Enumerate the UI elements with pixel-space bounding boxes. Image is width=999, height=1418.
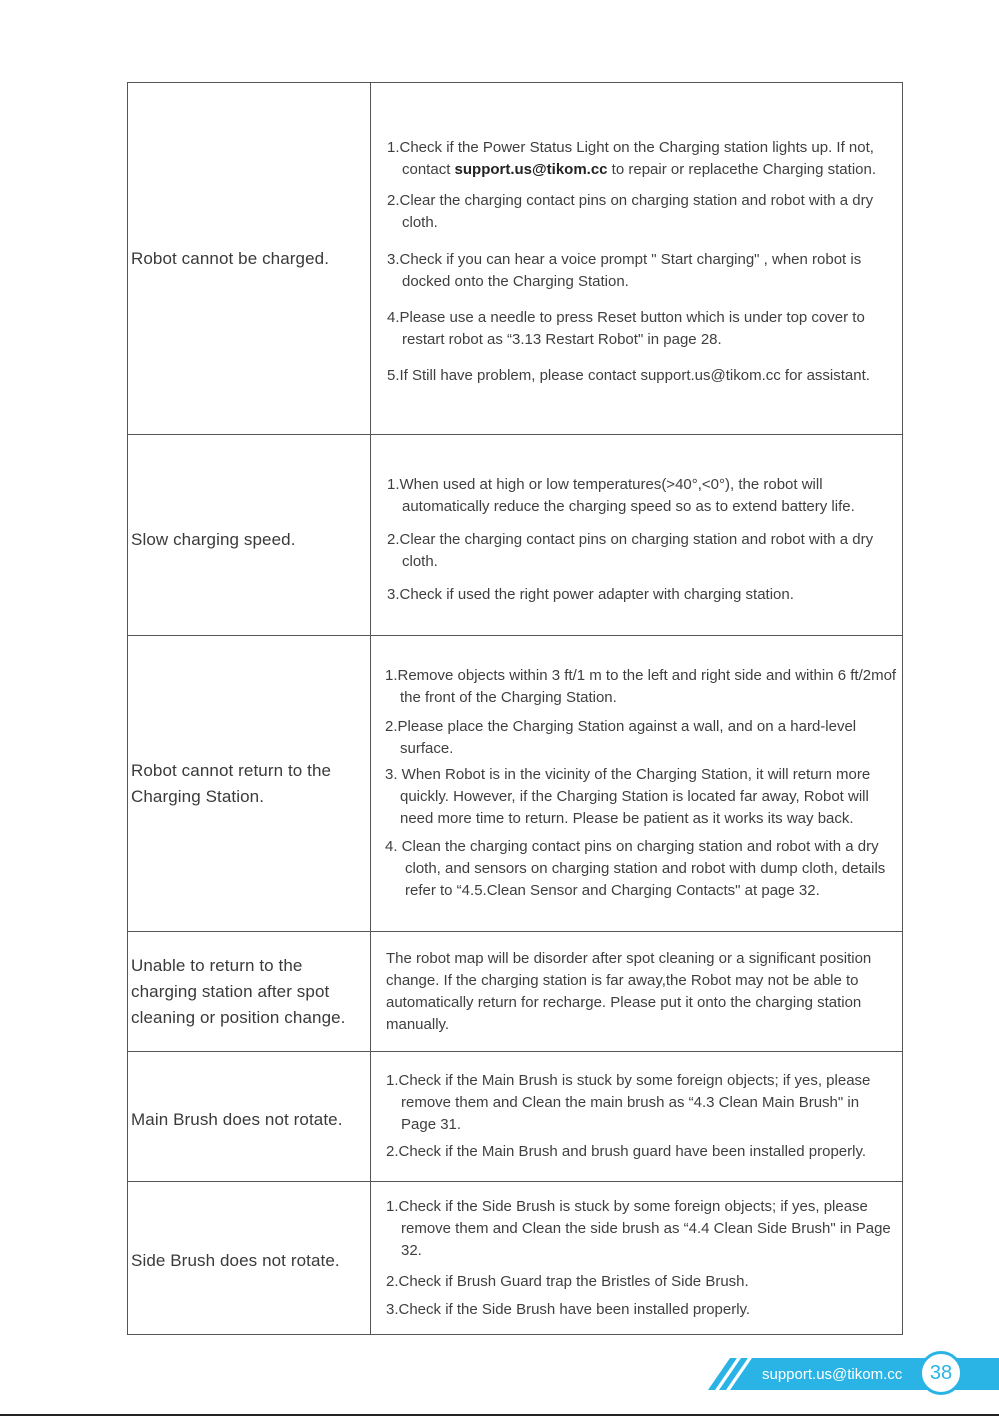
solution-step: 2.Please place the Charging Station against a wall, and on a hard-level surface. [385, 718, 857, 757]
page-number: 38 [919, 1351, 963, 1395]
solution-step: 3. When Robot is in the vicinity of the Charging Station, it will return more quickly. However, if the Charging Station is located far away, Robot will need more time to return. Please be patient as it works its way back. [385, 766, 871, 827]
solution-step: 2.Clear the charging contact pins on charging station and robot with a dry cloth. [387, 531, 874, 570]
problem-cell [128, 636, 371, 932]
solution-step: 3.Check if used the right power adapter with charging station. [387, 586, 794, 603]
problem-cell [128, 83, 371, 435]
problem-text: Side Brush does not rotate. [131, 1251, 340, 1270]
table-row [128, 636, 903, 932]
solution-cell [371, 636, 903, 932]
table-row [128, 932, 903, 1052]
solution-cell [371, 1182, 903, 1335]
solution-step: 3.Check if you can hear a voice prompt " Start charging" , when robot is docked onto the Charging Station. [387, 250, 862, 290]
solution-step: 2.Clear the charging contact pins on charging station and robot with a dry cloth. [387, 191, 874, 231]
solution-step: 5.If Still have problem, please contact support.us@tikom.cc for assistant. [387, 366, 870, 384]
step-text: 1.Check if the Power Status Light on the Charging station lights up. If not, contact [387, 138, 874, 178]
support-email-link[interactable]: support.us@tikom.cc [454, 160, 608, 178]
solution-cell [371, 83, 903, 435]
problem-cell [128, 1052, 371, 1182]
solution-step: 1.Remove objects within 3 ft/1 m to the left and right side and within 6 ft/2mof the front of the Charging Station. [385, 667, 897, 706]
table-row [128, 83, 903, 435]
problem-cell [128, 435, 371, 636]
problem-cell [128, 932, 371, 1052]
solution-cell [371, 932, 903, 1052]
bottom-divider [0, 1414, 999, 1416]
problem-text: Main Brush does not rotate. [131, 1109, 343, 1129]
footer-email[interactable]: support.us@tikom.cc [762, 1366, 903, 1383]
solution-cell [371, 1052, 903, 1182]
solution-step: 4. Clean the charging contact pins on charging station and robot with a dry cloth, and sensors on charging station and robot with dump cloth, details refer to “4.5.Clean Sensor and Charging Contacts" at page 32. [385, 838, 886, 899]
solution-step: 2.Check if Brush Guard trap the Bristles of Side Brush. [386, 1272, 749, 1290]
solution-cell [371, 435, 903, 636]
solution-step: 1.Check if the Side Brush is stuck by some foreign objects; if yes, please remove them and Clean the side brush as “4.4 Clean Side Brush" in Page 32. [386, 1197, 891, 1259]
problem-cell [128, 1182, 371, 1335]
table-row [128, 435, 903, 636]
problem-text: Unable to return to the charging station after spot cleaning or position change. [131, 955, 346, 1027]
solution-step: 1.When used at high or low temperatures(>40°,<0°), the robot will automatically reduce the charging speed so as to extend battery life. [387, 476, 855, 515]
troubleshooting-table [127, 82, 903, 1335]
table-row [128, 1052, 903, 1182]
solution-step: 3.Check if the Side Brush have been installed properly. [386, 1300, 751, 1318]
table-row [128, 1182, 903, 1335]
problem-text: Robot cannot return to the Charging Station. [131, 760, 332, 806]
solution-paragraph: The robot map will be disorder after spot cleaning or a significant position change. If the charging station is far away,the Robot may not be able to automatically return for recharge. Please put it onto the charging station manually. [386, 949, 872, 1033]
problem-text: Robot cannot be charged. [131, 248, 330, 268]
step-text: to repair or replacethe Charging station. [607, 160, 876, 178]
solution-step: 1.Check if the Main Brush is stuck by some foreign objects; if yes, please remove them and Clean the main brush as “4.3 Clean Main Brush" in Page 31. [386, 1072, 871, 1133]
solution-step: 4.Please use a needle to press Reset button which is under top cover to restart robot as “3.13 Restart Robot" in page 28. [387, 308, 865, 348]
solution-step: 2.Check if the Main Brush and brush guard have been installed properly. [386, 1143, 867, 1160]
solution-step [387, 137, 896, 181]
problem-text: Slow charging speed. [131, 530, 296, 549]
